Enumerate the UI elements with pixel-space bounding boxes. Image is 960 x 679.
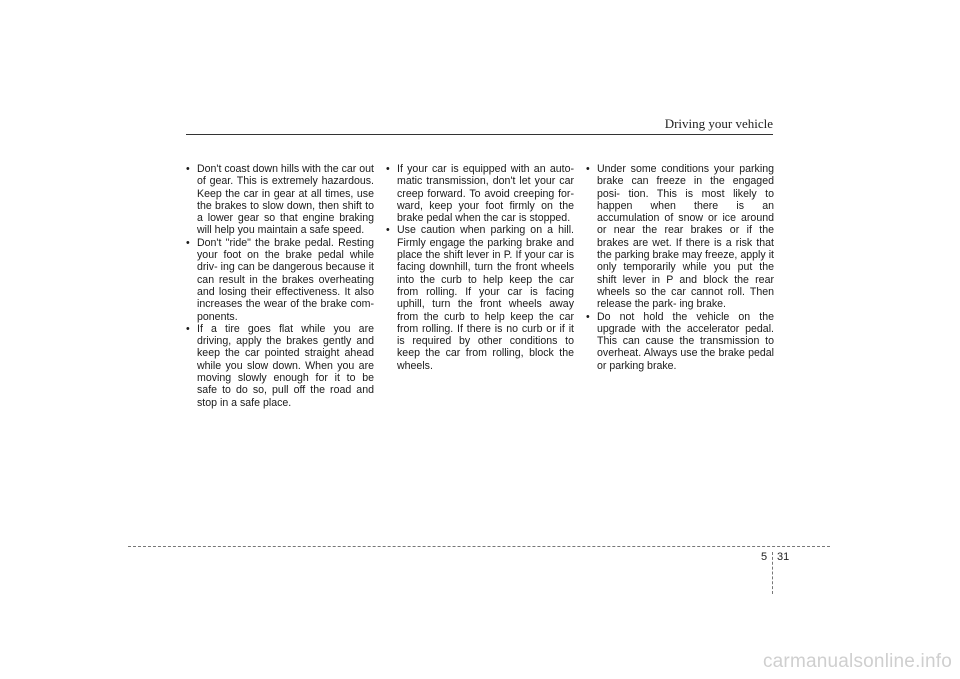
chapter-number: 5 — [761, 551, 768, 563]
text-column-1 — [186, 163, 374, 409]
section-title: Driving your vehicle — [664, 116, 773, 131]
page-number: 31 — [777, 551, 790, 563]
list-item: • Use caution when parking on a hill. Firmly engage the parking brake and place the shift lever in P. If your car is facing downhill, turn the front wheels into the curb to help keep the car from rolling. If your car is facing uphill, turn the front wheels away from the curb to help keep the car from rolling. If there is no curb or if it is required by other conditions to keep the car from rolling, block the wheels. — [386, 224, 574, 372]
watermark: carmanualsonline.info — [762, 651, 952, 672]
footer-divider — [128, 546, 830, 547]
list-item: • Don't coast down hills with the car out of gear. This is extremely hazardous. Keep the car in gear at all times, use the brakes to slow down, then shift to a lower gear so that engine braking will help you maintain a safe speed. — [186, 163, 374, 237]
text-column-3 — [586, 163, 774, 372]
page-number-divider — [772, 552, 773, 594]
bullet-list — [386, 163, 574, 372]
list-item: • If a tire goes flat while you are driving, apply the brakes gently and keep the car pointed straight ahead while you slow down. When you are moving slowly enough for it to be safe to do so, pull off the road and stop in a safe place. — [186, 323, 374, 409]
header-divider — [186, 134, 773, 135]
list-item: • Don't "ride" the brake pedal. Resting your foot on the brake pedal while driv- ing can be dangerous because it can result in the brakes overheating and losing their effectiveness. It also increases the wear of the brake com- ponents. — [186, 237, 374, 323]
list-item: • If your car is equipped with an auto- matic transmission, don't let your car creep forward. To avoid creeping for- ward, keep your foot firmly on the brake pedal when the car is stopped. — [386, 163, 574, 224]
text-column-2 — [386, 163, 574, 372]
list-item: • Under some conditions your parking brake can freeze in the engaged posi- tion. This is most likely to happen when there is an accumulation of snow or ice around or near the rear brakes or if the brakes are wet. If there is a risk that the parking brake may freeze, apply it only temporarily while you put the shift lever in P and block the rear wheels so the car cannot roll. Then release the park- ing brake. — [586, 163, 774, 311]
list-item: • Do not hold the vehicle on the upgrade with the accelerator pedal. This can cause the transmission to overheat. Always use the brake pedal or parking brake. — [586, 311, 774, 372]
bullet-list — [186, 163, 374, 409]
bullet-list — [586, 163, 774, 372]
